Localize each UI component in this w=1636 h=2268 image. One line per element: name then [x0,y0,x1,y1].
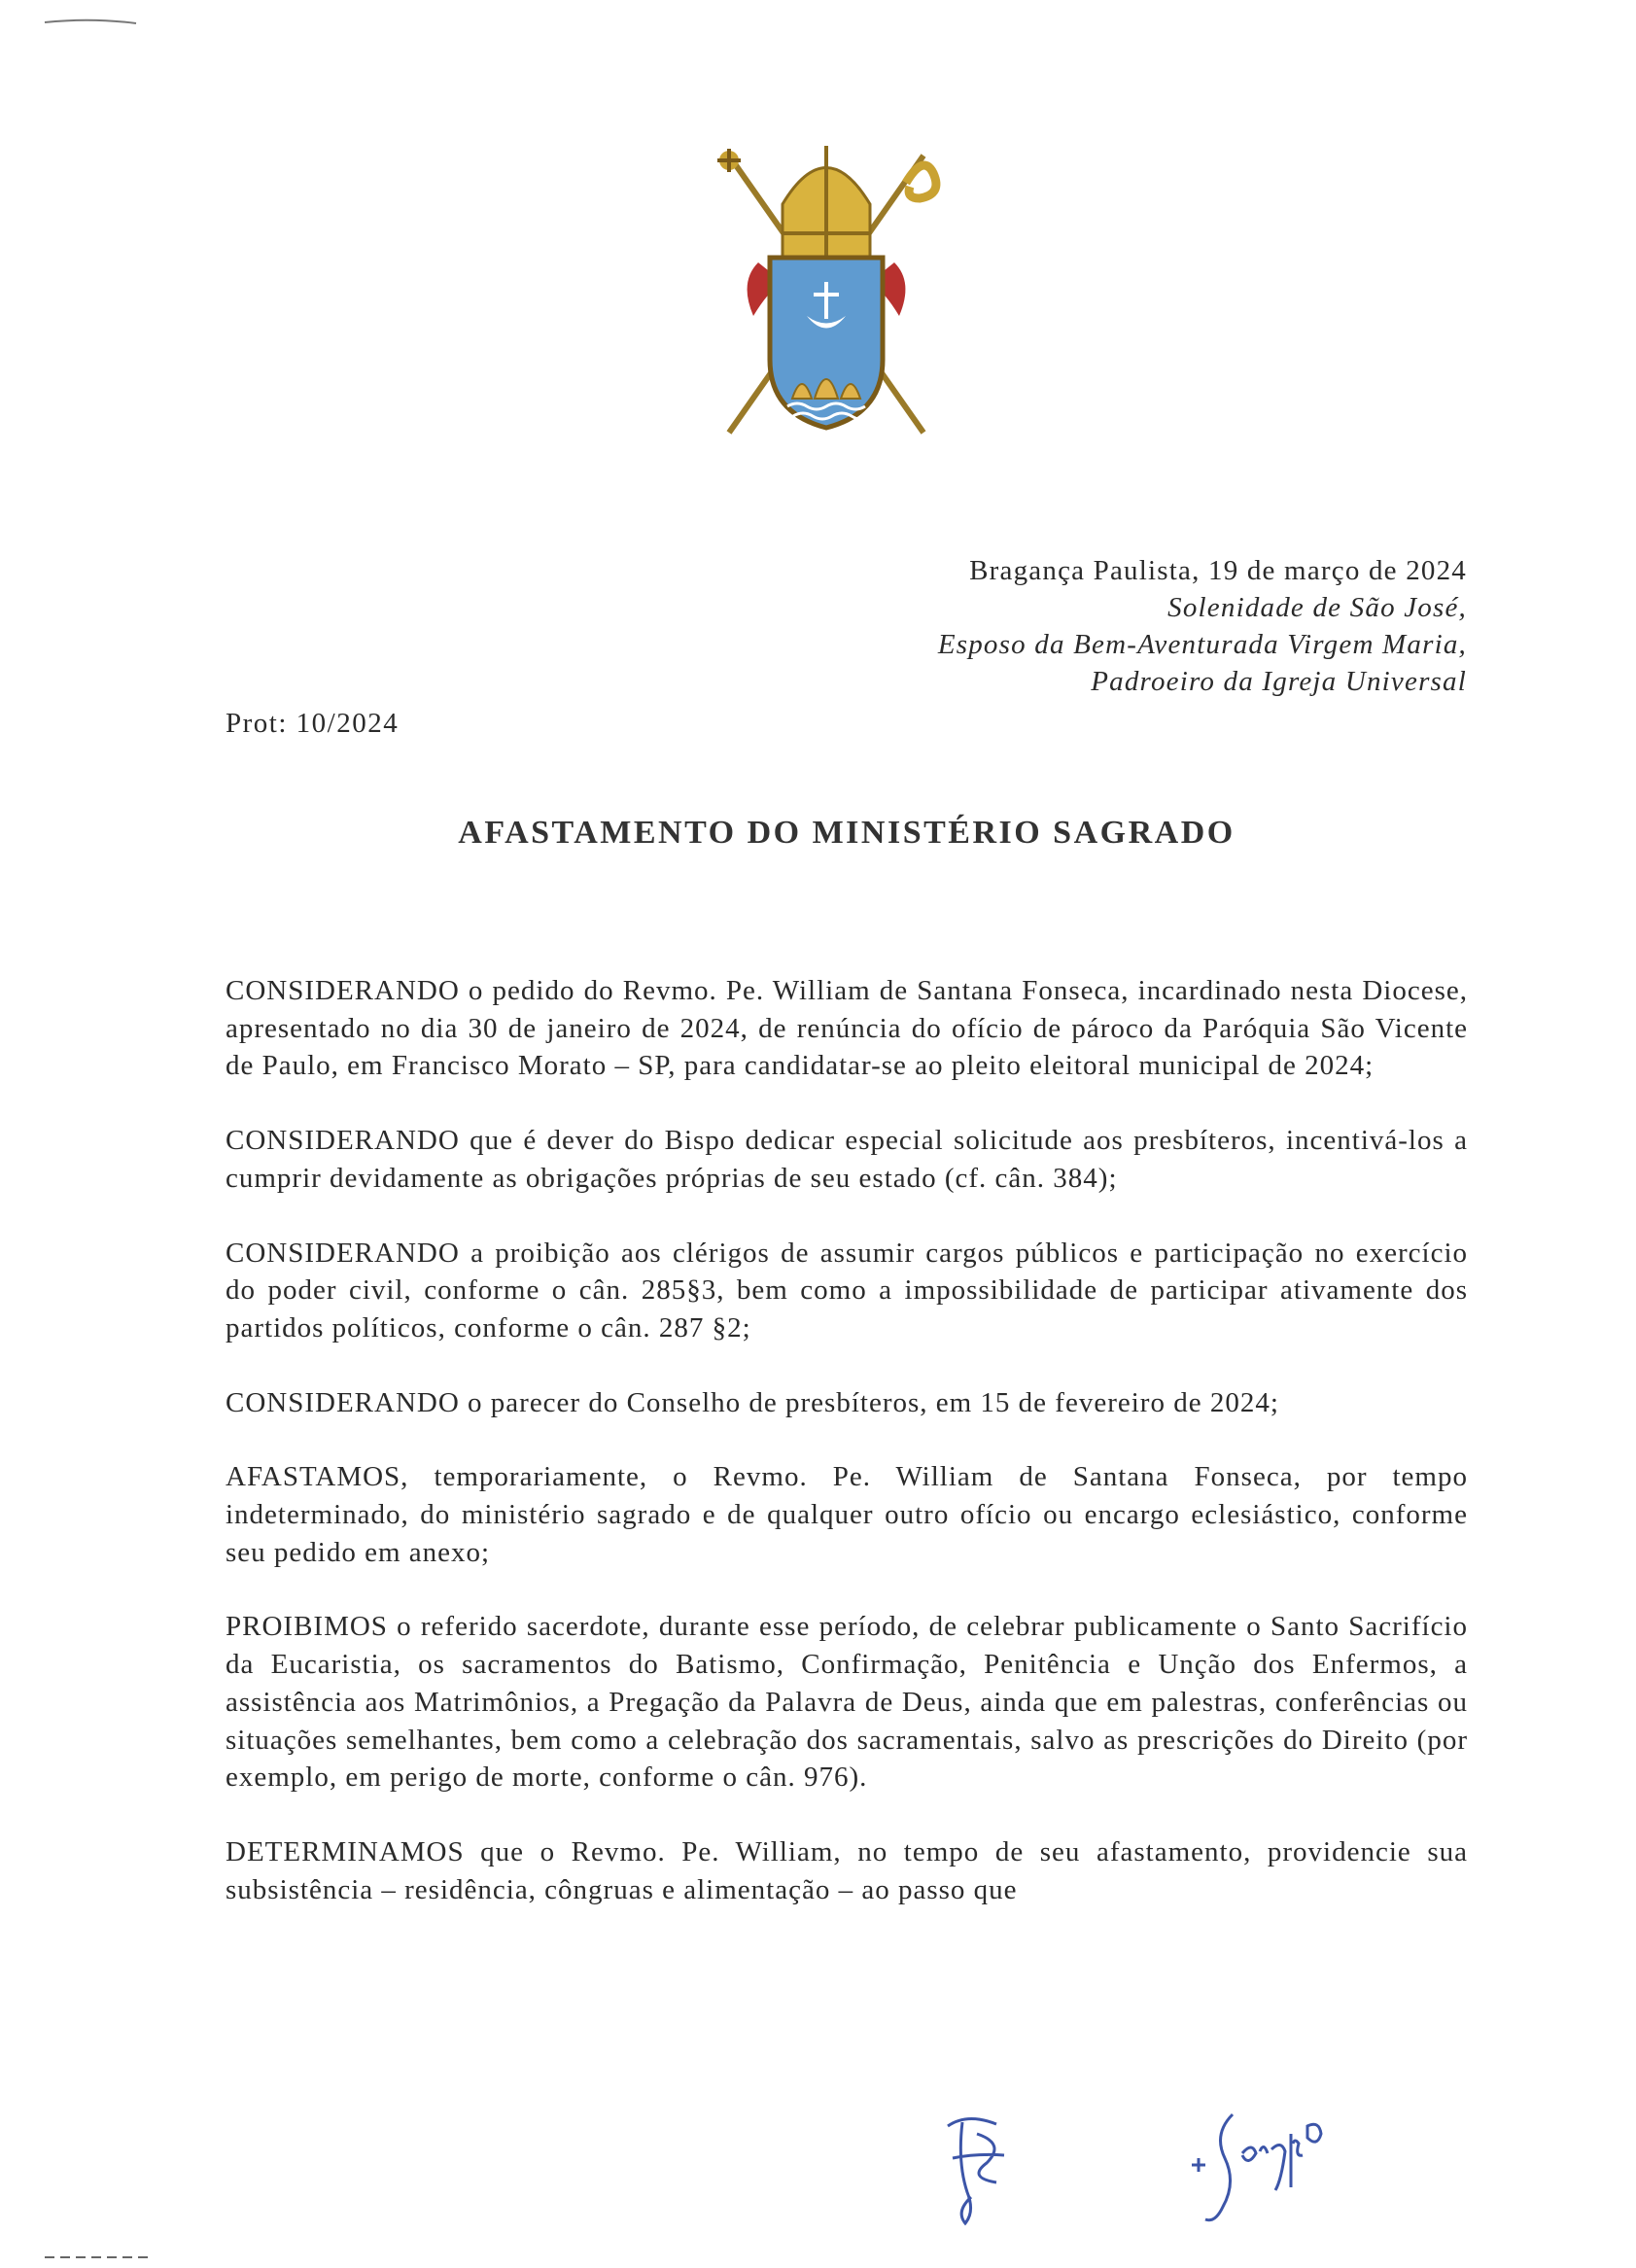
feast-line-2: Esposo da Bem-Aventurada Virgem Maria, [937,629,1467,660]
date-block [592,552,1467,700]
protocol-number: Prot: 10/2024 [226,708,400,739]
initials-signature-icon [928,2105,1030,2231]
paragraph-considering-duty: CONSIDERANDO que é dever do Bispo dedicar especial solicitude aos presbíteros, incentivá-los a cumprir devidamente as obrigações próprias de seu estado (cf. cân. 384); [226,1125,1468,1194]
feast-line-3: Padroeiro da Igreja Universal [1091,666,1467,697]
paragraph-determination: DETERMINAMOS que o Revmo. Pe. William, no tempo de seu afastamento, providencie sua subsistência – residência, côngruas e alimentação – ao passo que [226,1835,1468,1905]
paragraph-considering-request: CONSIDERANDO o pedido do Revmo. Pe. William de Santana Fonseca, incardinado nesta Diocese, apresentado no dia 30 de janeiro de 2024, de renúncia do ofício de pároco da Paróquia São Vicente de Paulo, em Francisco Morato – SP, para candidatar-se ao pleito eleitoral municipal de 2024; [226,975,1468,1082]
paragraph-prohibitions: PROIBIMOS o referido sacerdote, durante esse período, de celebrar publicamente o Santo Sacrifício da Eucaristia, os sacramentos do Batismo, Confirmação, Penitência e Unção dos Enfermos, a assistência aos Matrimônios, a Pregação da Palavra de Deus, ainda que em palestras, conferências ou situações semelhantes, bem como a celebração dos sacramentais, salvo as prescrições do Direito (por exemplo, em perigo de morte, conforme o cân. 976). [226,1611,1468,1794]
paragraph-removal: AFASTAMOS, temporariamente, o Revmo. Pe. William de Santana Fonseca, por tempo indeterminado, do ministério sagrado e de qualquer outro ofício ou encargo eclesiástico, conforme seu pedido em anexo; [226,1461,1468,1568]
scan-mark-bottom [43,2253,150,2261]
bishop-signature-icon [1186,2105,1341,2231]
coat-of-arms-icon [700,136,953,447]
place-date: Bragança Paulista, 19 de março de 2024 [969,555,1467,586]
document-title: AFASTAMENTO DO MINISTÉRIO SAGRADO [458,815,1236,851]
scan-mark-top [43,14,140,27]
paragraph-considering-council: CONSIDERANDO o parecer do Conselho de presbíteros, em 15 de fevereiro de 2024; [226,1386,1279,1418]
document-body [226,972,1468,1945]
feast-line-1: Solenidade de São José, [1167,592,1467,623]
paragraph-considering-prohibition: CONSIDERANDO a proibição aos clérigos de assumir cargos públicos e participação no exercício do poder civil, conforme o cân. 285§3, bem como a impossibilidade de participar ativamente dos partidos políticos, conforme o cân. 287 §2; [226,1237,1468,1343]
